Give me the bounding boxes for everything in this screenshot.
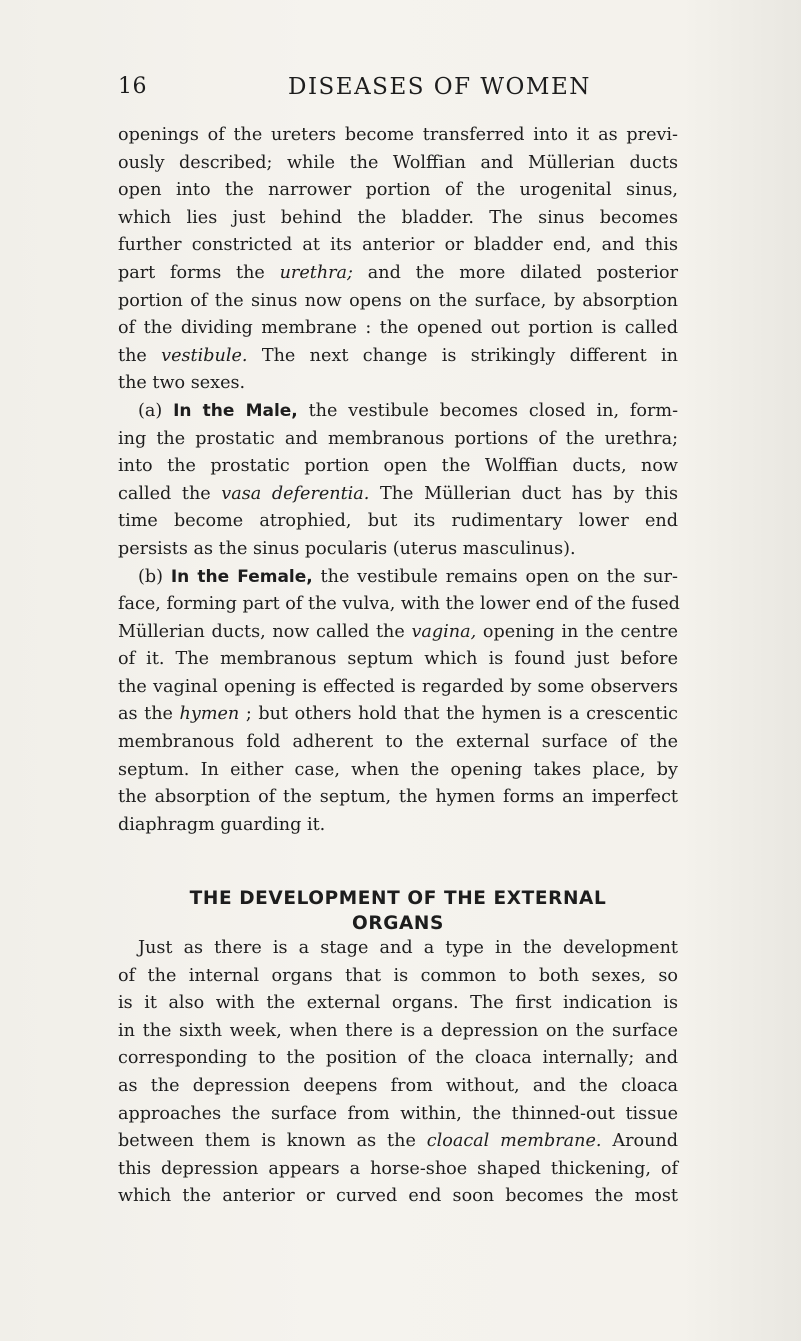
text-line: time become atrophied, but its rudimentary lower end	[118, 511, 678, 532]
section-heading	[118, 887, 678, 936]
text-line: ously described; while the Wolffian and Müllerian ducts	[118, 152, 678, 173]
text-run: (b)	[138, 566, 171, 587]
section-heading-line: ORGANS	[352, 912, 444, 934]
text-line: approaches the surface from within, the thinned-out tissue	[118, 1103, 678, 1124]
text-line: septum. In either case, when the opening takes place, by	[118, 759, 678, 780]
bold-heading-male: In the Male,	[173, 400, 298, 421]
text-line: the absorption of the septum, the hymen forms an imperfect	[118, 787, 678, 808]
bold-heading-female: In the Female,	[170, 566, 313, 587]
text-line: of the internal organs that is common to both sexes, so	[118, 965, 678, 986]
text-run: The next change is strikingly different in	[247, 345, 679, 366]
text-run: Müllerian ducts, now called the	[118, 621, 412, 642]
text-run: and the more dilated posterior	[352, 262, 678, 283]
text-run: ; but others hold that the hymen is a crescentic	[239, 704, 678, 725]
page-number: 16	[118, 74, 147, 99]
text-line: of the dividing membrane : the opened out portion is called	[118, 318, 678, 339]
text-run: called the	[118, 483, 222, 504]
text-run: part forms the	[118, 262, 280, 283]
text-line: corresponding to the position of the cloaca internally; and	[118, 1048, 678, 1069]
body-text	[118, 122, 678, 839]
text-run: as the	[118, 704, 180, 725]
body-text-section	[118, 935, 678, 1211]
text-line	[118, 481, 678, 509]
italic-term-vasa-deferentia: vasa deferentia.	[221, 483, 370, 504]
text-line: as the depression deepens from without, and the cloaca	[118, 1075, 678, 1096]
text-line	[118, 260, 678, 288]
section-heading-line: THE DEVELOPMENT OF THE EXTERNAL	[189, 888, 607, 909]
italic-term-vagina: vagina,	[411, 621, 477, 642]
text-line	[118, 564, 678, 592]
text-line: open into the narrower portion of the urogenital sinus,	[118, 180, 678, 201]
text-line: openings of the ureters become transferred into it as previ-	[118, 125, 678, 145]
text-line	[118, 619, 678, 647]
text-line: diaphragm guarding it.	[118, 814, 326, 835]
text-line: the vaginal opening is effected is regarded by some observers	[118, 676, 678, 697]
italic-term-vestibule: vestibule.	[161, 345, 248, 366]
text-line: portion of the sinus now opens on the surface, by absorption	[118, 290, 678, 311]
running-head: DISEASES OF WOMEN	[288, 74, 591, 100]
text-line: persists as the sinus pocularis (uterus masculinus).	[118, 538, 576, 559]
text-line: this depression appears a horse-shoe shaped thickening, of	[118, 1158, 678, 1179]
text-run: the vestibule remains open on the sur-	[312, 566, 678, 587]
text-line: further constricted at its anterior or bladder end, and this	[118, 235, 678, 256]
text-line	[118, 701, 678, 729]
text-run: the	[118, 345, 162, 366]
text-line: of it. The membranous septum which is found just before	[118, 649, 678, 670]
page-header	[118, 74, 678, 106]
text-line: in the sixth week, when there is a depression on the surface	[118, 1020, 678, 1041]
text-line	[118, 398, 678, 426]
italic-term-hymen: hymen	[179, 704, 240, 725]
text-line: face, forming part of the vulva, with the lower end of the fused	[118, 594, 680, 615]
text-run: The Müllerian duct has by this	[369, 483, 678, 504]
italic-term-urethra: urethra;	[279, 262, 353, 283]
text-line: ing the prostatic and membranous portions of the urethra;	[118, 428, 678, 449]
text-line: which lies just behind the bladder. The sinus becomes	[118, 207, 678, 228]
text-run: (a)	[138, 400, 174, 421]
text-line: into the prostatic portion open the Wolffian ducts, now	[118, 456, 678, 477]
text-line: the two sexes.	[118, 373, 246, 394]
text-run: opening in the centre	[476, 621, 678, 642]
text-run: between them is known as the	[118, 1131, 427, 1152]
text-run: the vestibule becomes closed in, form-	[297, 400, 679, 421]
text-line	[118, 1128, 678, 1156]
text-line: Just as there is a stage and a type in the development	[138, 938, 678, 958]
text-line: membranous fold adherent to the external surface of the	[118, 732, 678, 753]
text-run: Around	[601, 1131, 678, 1152]
text-line: which the anterior or curved end soon becomes the most	[118, 1186, 678, 1207]
italic-term-cloacal-membrane: cloacal membrane.	[426, 1131, 602, 1152]
text-line: is it also with the external organs. The first indication is	[118, 993, 678, 1014]
text-line	[118, 343, 678, 371]
